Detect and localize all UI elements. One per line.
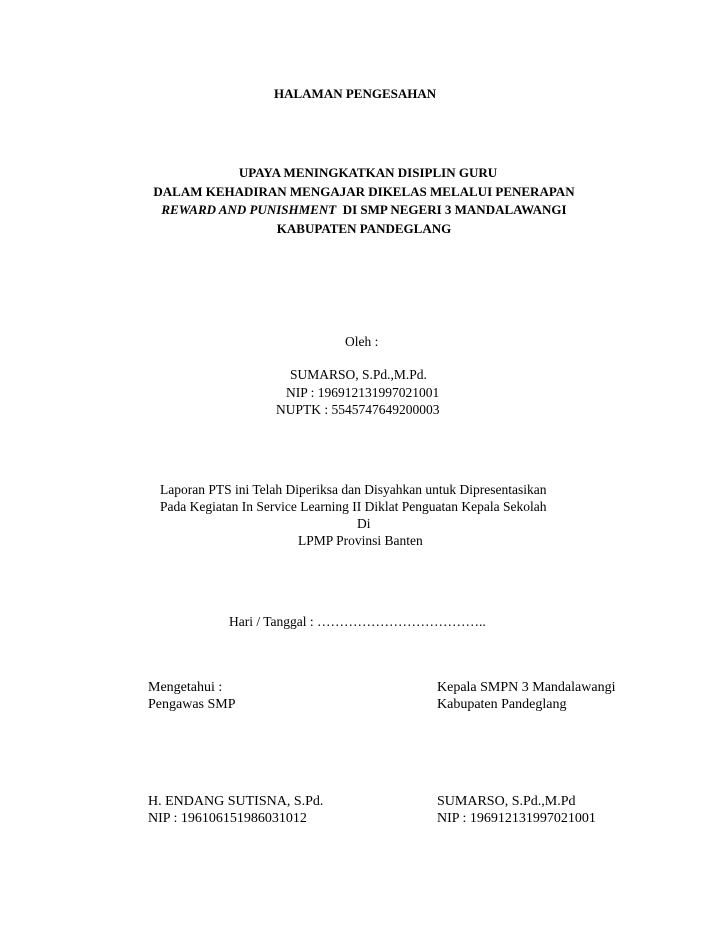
left-sign-label-2: Pengawas SMP (148, 697, 236, 712)
paper-title (0, 164, 728, 244)
paper-title-line-1: UPAYA MENINGKATKAN DISIPLIN GURU (238, 165, 498, 180)
author-nuptk: NUPTK : 5545747649200003 (276, 402, 440, 417)
left-sign-nip: NIP : 196106151986031012 (148, 811, 307, 826)
right-sign-label-2: Kabupaten Pandeglang (437, 697, 567, 712)
page-title: HALAMAN PENGESAHAN (274, 86, 437, 101)
author-nip: NIP : 196912131997021001 (286, 385, 440, 400)
left-sign-name: H. ENDANG SUTISNA, S.Pd. (148, 794, 324, 809)
right-sign-name: SUMARSO, S.Pd.,M.Pd (437, 794, 576, 809)
paper-title-line-4: KABUPATEN PANDEGLANG (276, 220, 452, 236)
report-line-2: Pada Kegiatan In Service Learning II Diklat Penguatan Kepala Sekolah (160, 499, 547, 514)
report-line-3: Di (357, 516, 371, 531)
right-sign-nip: NIP : 196912131997021001 (437, 811, 596, 826)
paper-title-line-2: DALAM KEHADIRAN MENGAJAR DIKELAS MELALUI PENERAPAN (153, 183, 575, 199)
by-label: Oleh : (345, 334, 379, 349)
date-field: Hari / Tanggal : ……………………………….. (229, 614, 486, 629)
report-line-4: LPMP Provinsi Banten (298, 533, 423, 548)
paper-title-line-3-rest: DI SMP NEGERI 3 MANDALAWANGI (336, 202, 567, 217)
signature-left (148, 680, 408, 830)
signature-right (437, 680, 717, 830)
author-name: SUMARSO, S.Pd.,M.Pd. (290, 367, 427, 382)
paper-title-italic-term: REWARD AND PUNISHMENT (161, 202, 337, 217)
paper-title-line-3 (0, 201, 728, 220)
left-sign-label-1: Mengetahui : (148, 680, 223, 695)
report-line-1: Laporan PTS ini Telah Diperiksa dan Disyahkan untuk Dipresentasikan (160, 482, 547, 497)
right-sign-label-1: Kepala SMPN 3 Mandalawangi (437, 680, 616, 695)
